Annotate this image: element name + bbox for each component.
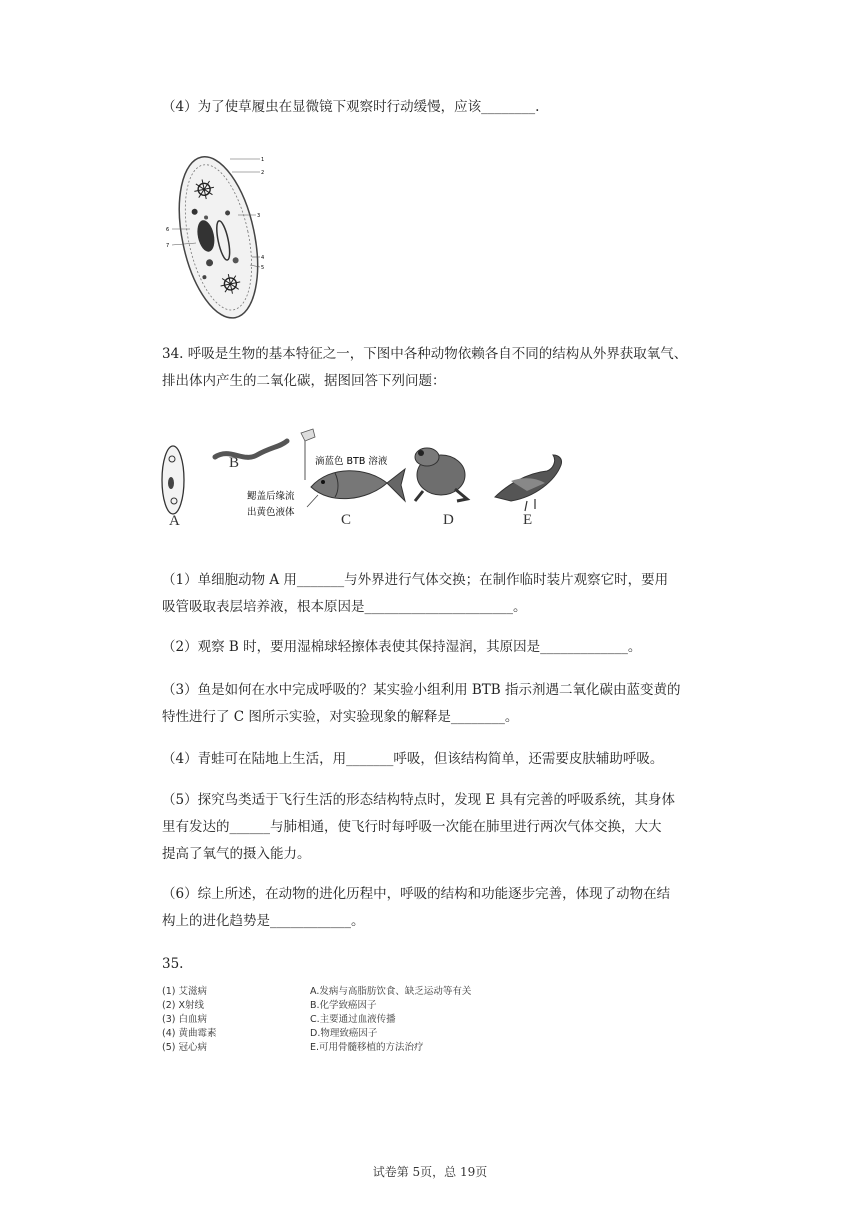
label-b: B xyxy=(229,455,240,471)
matching-table xyxy=(162,985,471,1055)
question-34-1-line1: （1）单细胞动物 A 用_______与外界进行气体交换；在制作临时装片观察它时，要用 xyxy=(162,572,669,588)
label-2: 2 xyxy=(261,170,265,176)
label-3: 3 xyxy=(257,213,261,219)
description-item: C.主要通过血液传播 xyxy=(310,1014,396,1025)
matching-row xyxy=(162,1013,471,1027)
question-34-3-line1: （3）鱼是如何在水中完成呼吸的？某实验小组利用 BTB 指示剂遇二氧化碳由蓝变黄的 xyxy=(162,682,681,698)
matching-row xyxy=(162,1027,471,1041)
question-34-5-line1: （5）探究鸟类适于飞行生活的形态结构特点时，发现 E 具有完善的呼吸系统，其身体 xyxy=(162,792,676,808)
disease-item: (5) 冠心病 xyxy=(162,1042,207,1053)
description-item: D.物理致癌因子 xyxy=(310,1028,378,1039)
label-1: 1 xyxy=(261,157,265,163)
label-d: D xyxy=(443,512,454,528)
question-34-4: （4）青蛙可在陆地上生活，用_______呼吸，但该结构简单，还需要皮肤辅助呼吸。 xyxy=(162,751,664,767)
question-34-5-line2: 里有发达的______与肺相通，使飞行时每呼吸一次能在肺里进行两次气体交换，大大 xyxy=(162,819,662,835)
pigeon-e xyxy=(495,455,562,511)
page-footer: 试卷第 5页，总 19页 xyxy=(372,1165,488,1179)
question-34-1-line2: 吸管吸取表层培养液，根本原因是______________________。 xyxy=(162,599,527,615)
label-c: C xyxy=(341,512,352,528)
question-34-2: （2）观察 B 时，要用湿棉球轻擦体表使其保持湿润，其原因是_____________。 xyxy=(162,639,642,655)
question-34-intro-line2: 排出体内产生的二氧化碳，据图回答下列问题： xyxy=(162,373,446,389)
question-35-number: 35. xyxy=(162,956,184,972)
question-34-3-line2: 特性进行了 C 图所示实验，对实验现象的解释是________。 xyxy=(162,709,519,725)
btb-label: 滴蓝色 BTB 溶液 xyxy=(315,456,388,467)
frog-d xyxy=(415,448,467,501)
label-6: 6 xyxy=(166,227,170,233)
label-e: E xyxy=(523,512,533,528)
animals-figure xyxy=(155,425,575,535)
earthworm-b xyxy=(215,441,287,457)
gill-text-line2: 出黄色液体 xyxy=(247,507,295,518)
disease-item: (4) 黄曲霉素 xyxy=(162,1028,217,1039)
description-item: E.可用骨髓移植的方法治疗 xyxy=(310,1042,424,1053)
description-item: B.化学致癌因子 xyxy=(310,1000,377,1011)
question-33-4: （4）为了使草履虫在显微镜下观察时行动缓慢，应该________. xyxy=(162,99,540,115)
question-34-6-line1: （6）综上所述，在动物的进化历程中，呼吸的结构和功能逐步完善，体现了动物在结 xyxy=(162,886,671,902)
label-7: 7 xyxy=(166,243,170,249)
disease-item: (3) 白血病 xyxy=(162,1014,207,1025)
fish-c xyxy=(311,469,405,501)
matching-row xyxy=(162,1041,471,1055)
question-34-5-line3: 提高了氧气的摄入能力。 xyxy=(162,846,311,862)
matching-row xyxy=(162,999,471,1013)
label-5: 5 xyxy=(261,265,265,271)
matching-row xyxy=(162,985,471,999)
disease-item: (2) X射线 xyxy=(162,1000,204,1011)
label-4: 4 xyxy=(261,255,265,261)
gill-text-line1: 鳃盖后缘流 xyxy=(247,491,295,502)
paramecium-figure xyxy=(160,145,280,325)
label-a: A xyxy=(169,513,180,529)
organism-a xyxy=(162,446,184,514)
disease-item: (1) 艾滋病 xyxy=(162,986,207,997)
description-item: A.发病与高脂肪饮食、缺乏运动等有关 xyxy=(310,986,472,997)
question-34-6-line2: 构上的进化趋势是____________。 xyxy=(162,913,365,929)
question-34-intro-line1: 34. 呼吸是生物的基本特征之一，下图中各种动物依赖各自不同的结构从外界获取氧气、 xyxy=(162,346,688,362)
